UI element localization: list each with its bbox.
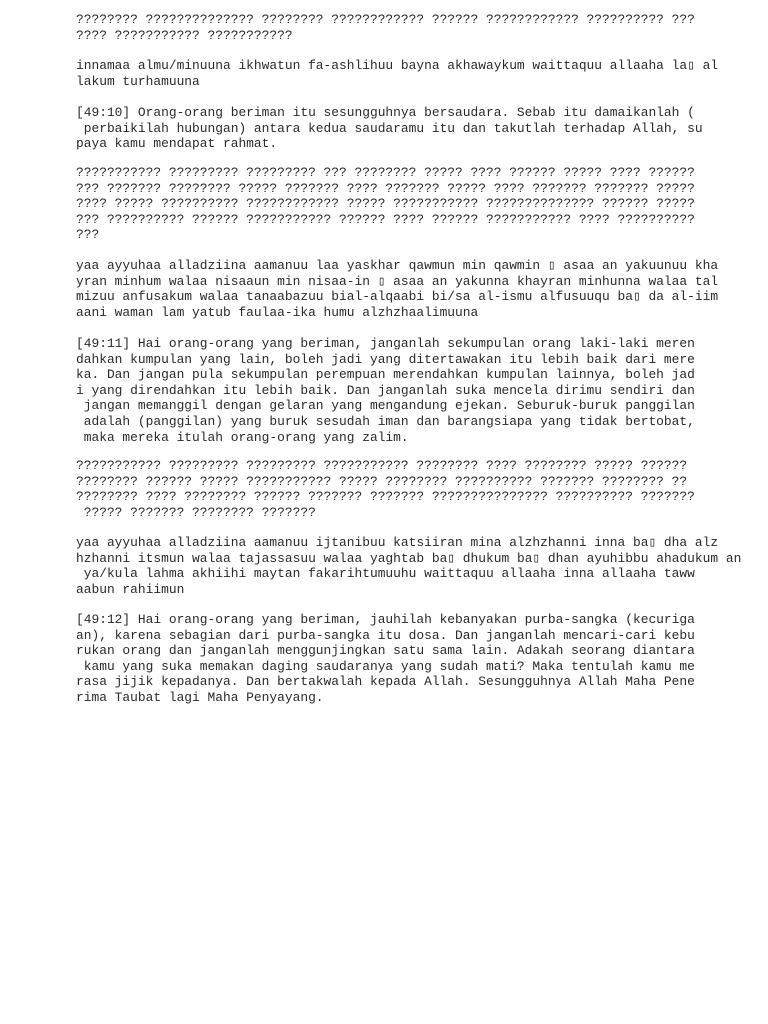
arabic-verse-49-11 bbox=[76, 165, 695, 243]
text-line: ya/kula lahma akhiihi maytan fakarihtumuuhu waittaquu allaaha inna allaaha taww bbox=[76, 566, 695, 582]
text-line: ??????????? ????????? ????????? ??? ???????? ????? ???? ?????? ????? ???? ?????? bbox=[76, 165, 695, 180]
text-line: yaa ayyuhaa alladziina aamanuu laa yaskhar qawmun min qawmin ▯ asaa an yakuunuu kha bbox=[76, 258, 719, 273]
text-line: ???????? ?????????????? ???????? ???????????? ?????? ???????????? ?????????? ??? bbox=[76, 12, 695, 27]
text-line: [49:10] Orang-orang beriman itu sesungguhnya bersaudara. Sebab itu damaikanlah ( bbox=[76, 105, 695, 120]
text-line: jangan memanggil dengan gelaran yang mengandung ejekan. Seburuk-buruk panggilan bbox=[76, 398, 695, 414]
text-line: [49:12] Hai orang-orang yang beriman, jauhilah kebanyakan purba-sangka (kecuriga bbox=[76, 612, 695, 627]
text-line: ??? ?????????? ?????? ??????????? ?????? ???? ?????? ??????????? ???? ?????????? bbox=[76, 211, 695, 227]
text-line: aabun rahiimun bbox=[76, 581, 185, 597]
text-line: rukan orang dan janganlah menggunjingkan satu sama lain. Adakah seorang diantara bbox=[76, 643, 695, 659]
translation-49-10 bbox=[76, 105, 703, 152]
text-line: ??????????? ????????? ????????? ??????????? ???????? ???? ???????? ????? ?????? bbox=[76, 458, 688, 473]
text-line: hzhanni itsmun walaa tajassasuu walaa yaghtab ba▯ dhukum ba▯ dhan ayuhibbu ahadukum an bbox=[76, 550, 742, 566]
text-line: rasa jijik kepadanya. Dan bertakwalah kepada Allah. Sesungguhnya Allah Maha Pene bbox=[76, 674, 695, 690]
text-line: [49:11] Hai orang-orang yang beriman, janganlah sekumpulan orang laki-laki meren bbox=[76, 336, 695, 351]
arabic-verse-49-12 bbox=[76, 458, 695, 520]
text-line: maka mereka itulah orang-orang yang zalim. bbox=[76, 429, 409, 445]
transliteration-49-11 bbox=[76, 258, 718, 320]
text-line: yran minhum walaa nisaaun min nisaa-in ▯ asaa an yakunna khayran minhunna walaa tal bbox=[76, 273, 719, 289]
text-line: ???????? ?????? ????? ??????????? ????? ???????? ?????????? ??????? ???????? ?? bbox=[76, 473, 688, 489]
text-line: ???? ??????????? ??????????? bbox=[76, 27, 293, 43]
text-line: ??? ??????? ???????? ????? ??????? ???? ??????? ????? ???? ??????? ??????? ????? bbox=[76, 180, 695, 196]
text-line: i yang direndahkan itu lebih baik. Dan janganlah suka mencela dirimu sendiri dan bbox=[76, 382, 695, 398]
text-line: ??? bbox=[76, 227, 100, 243]
text-line: ???????? ???? ???????? ?????? ??????? ??????? ??????????????? ?????????? ??????? bbox=[76, 489, 695, 505]
transliteration-49-10 bbox=[76, 58, 718, 89]
text-line: ????? ??????? ???????? ??????? bbox=[76, 504, 316, 520]
text-line: dahkan kumpulan yang lain, boleh jadi yang ditertawakan itu lebih baik dari mere bbox=[76, 351, 695, 367]
text-line: rima Taubat lagi Maha Penyayang. bbox=[76, 689, 324, 705]
text-line: an), karena sebagian dari purba-sangka itu dosa. Dan janganlah mencari-cari kebu bbox=[76, 627, 695, 643]
text-line: ???? ????? ?????????? ???????????? ????? ??????????? ?????????????? ?????? ????? bbox=[76, 196, 695, 212]
text-line: ka. Dan jangan pula sekumpulan perempuan merendahkan kumpulan lainnya, boleh jad bbox=[76, 367, 695, 383]
text-line: paya kamu mendapat rahmat. bbox=[76, 136, 278, 152]
translation-49-11 bbox=[76, 336, 695, 445]
text-line: mizuu anfusakum walaa tanaabazuu bial-alqaabi bi/sa al-ismu alfusuuqu ba▯ da al-iim bbox=[76, 289, 719, 305]
text-line: innamaa almu/minuuna ikhwatun fa-ashlihuu bayna akhawaykum waittaquu allaaha la▯ al bbox=[76, 58, 719, 73]
text-line: perbaikilah hubungan) antara kedua saudaramu itu dan takutlah terhadap Allah, su bbox=[76, 120, 703, 136]
text-line: aani waman lam yatub faulaa-ika humu alzhzhaalimuuna bbox=[76, 304, 479, 320]
arabic-verse-49-10 bbox=[76, 12, 695, 43]
text-line: adalah (panggilan) yang buruk sesudah iman dan barangsiapa yang tidak bertobat, bbox=[76, 413, 695, 429]
text-line: yaa ayyuhaa alladziina aamanuu ijtanibuu katsiiran mina alzhzhanni inna ba▯ dha alz bbox=[76, 535, 719, 550]
text-line: kamu yang suka memakan daging saudaranya yang sudah mati? Maka tentulah kamu me bbox=[76, 658, 695, 674]
translation-49-12 bbox=[76, 612, 695, 706]
transliteration-49-12 bbox=[76, 535, 741, 597]
text-line: lakum turhamuuna bbox=[76, 73, 200, 89]
